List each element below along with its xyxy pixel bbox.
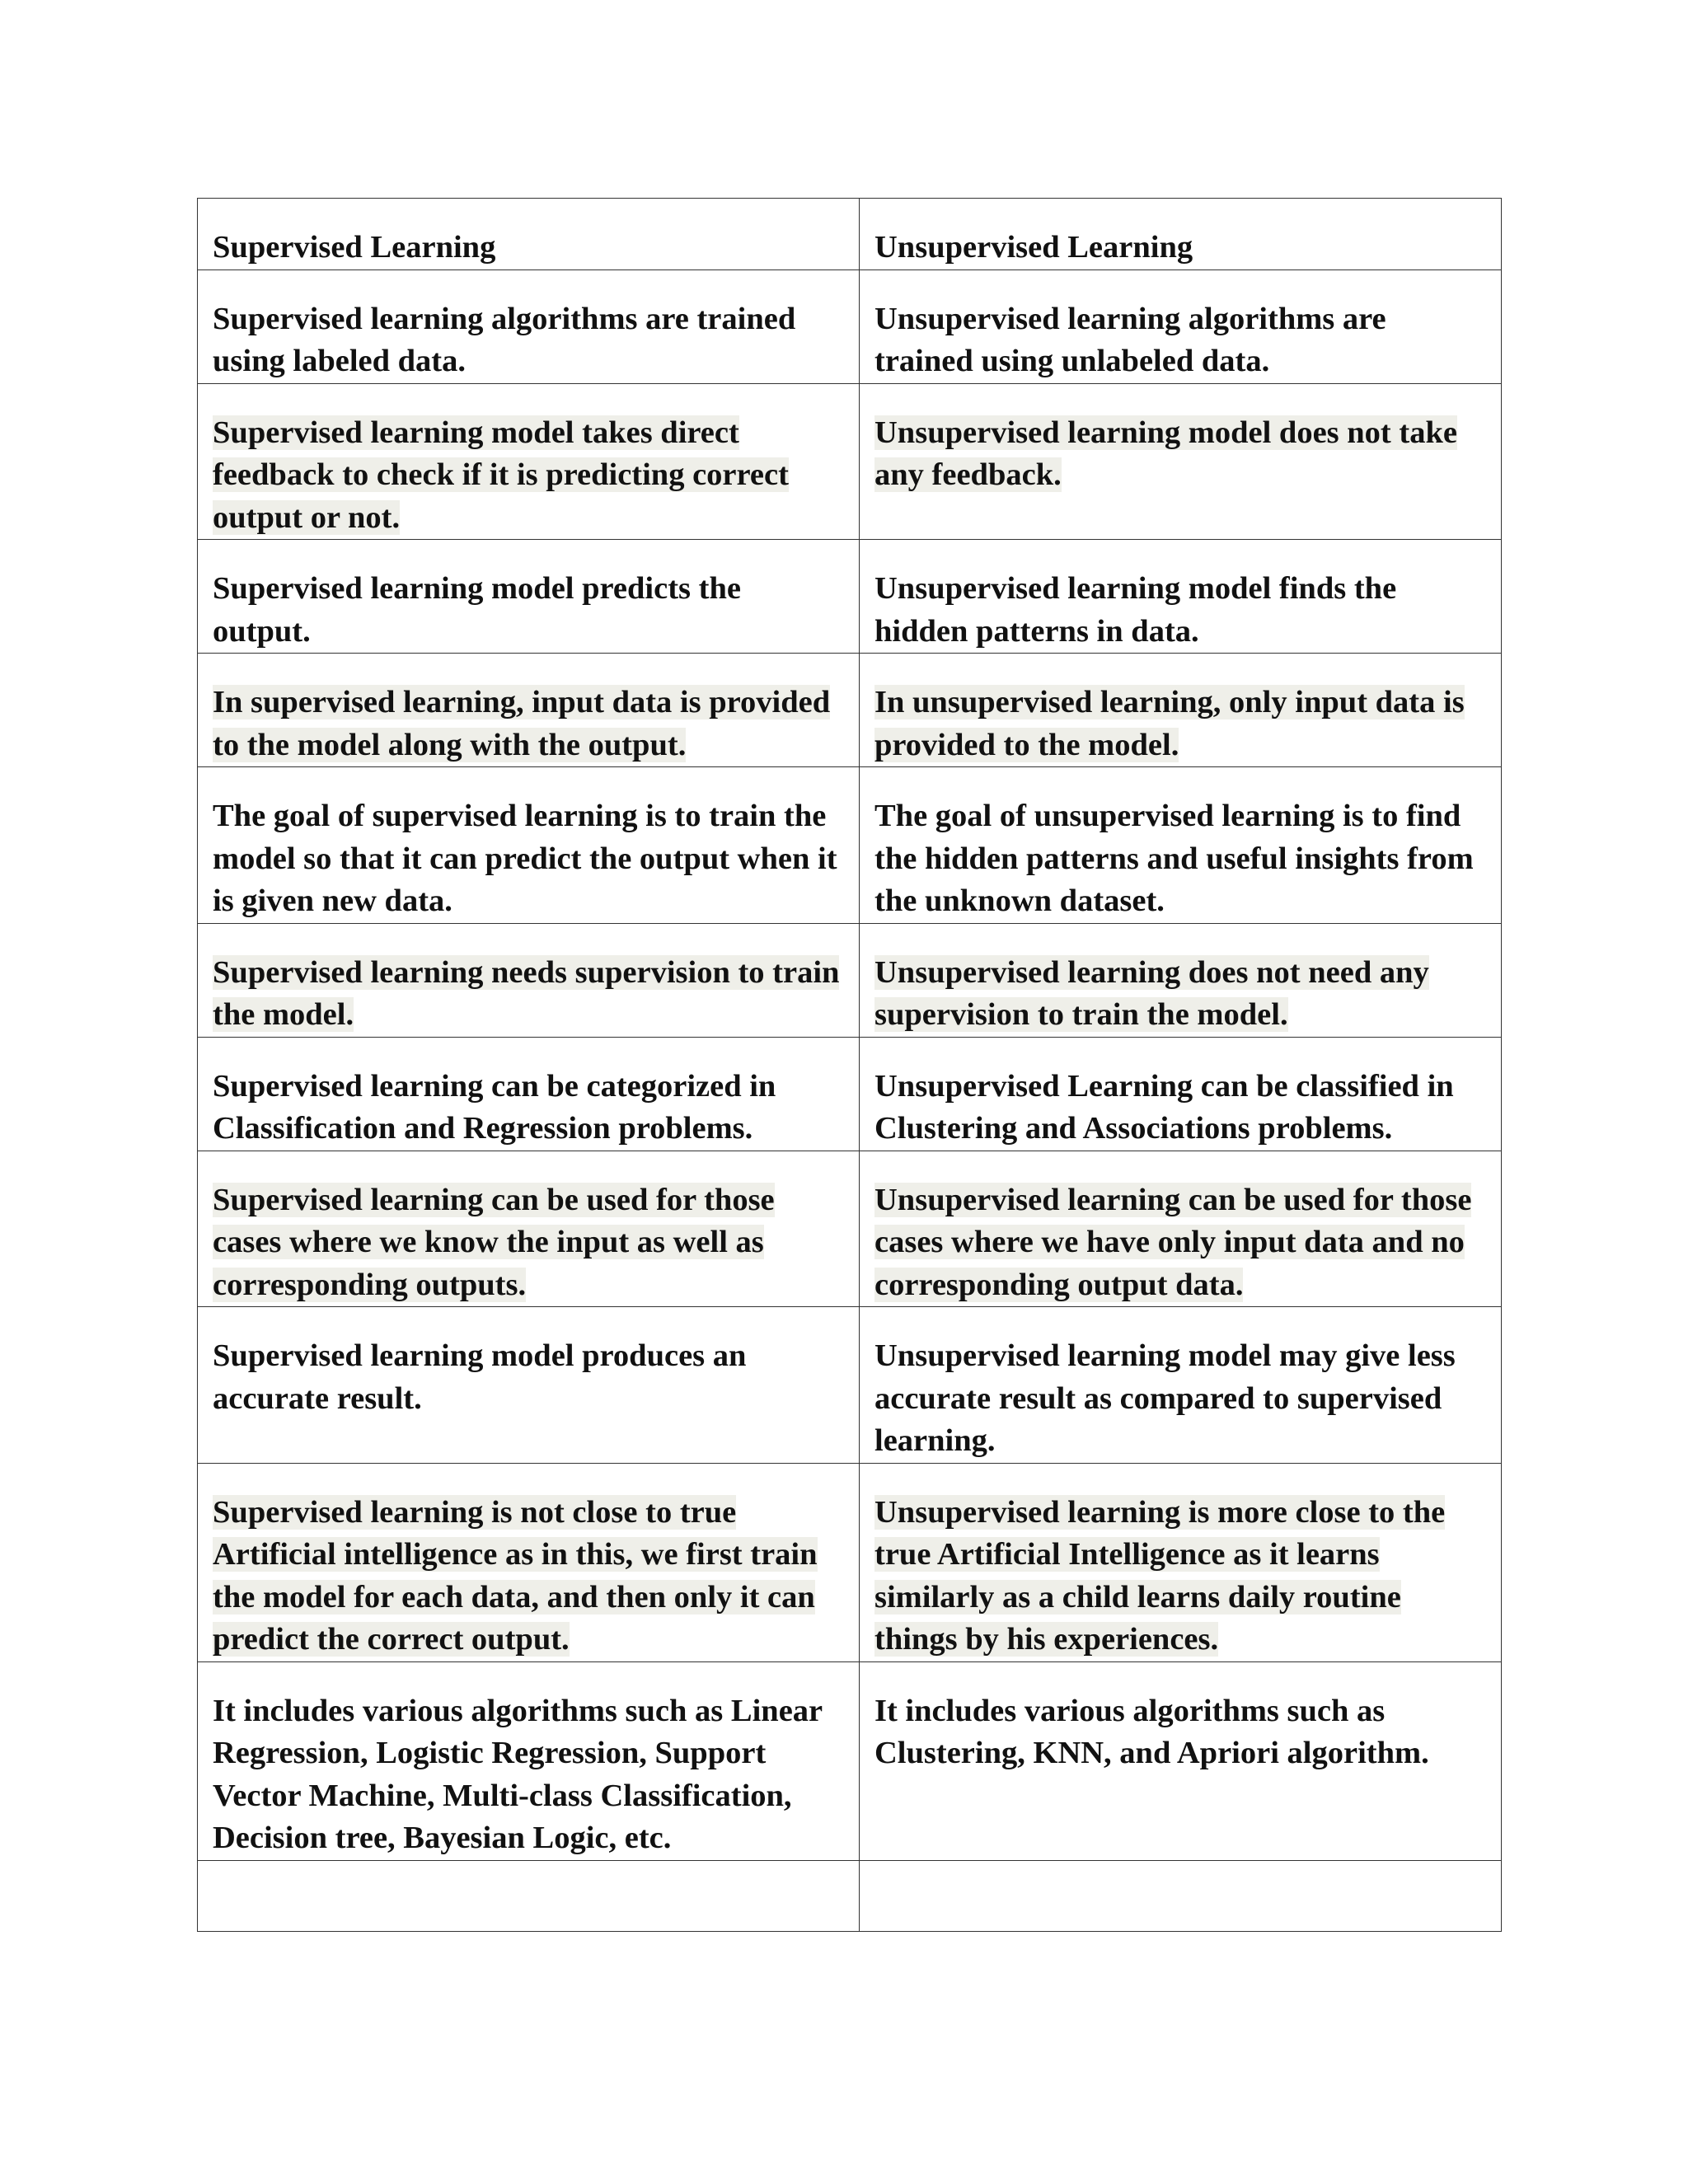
table-row bbox=[198, 1463, 1502, 1661]
cell-supervised bbox=[198, 767, 860, 924]
table-row bbox=[198, 383, 1502, 540]
cell-text: In supervised learning, input data is provided to the model along with the output. bbox=[213, 685, 831, 762]
cell-text: Unsupervised learning model may give less accurate result as compared to supervised learning. bbox=[874, 1338, 1456, 1458]
table-row bbox=[198, 654, 1502, 767]
header-cell-unsupervised bbox=[860, 199, 1502, 270]
cell-text: It includes various algorithms such as Clustering, KNN, and Apriori algorithm. bbox=[874, 1693, 1429, 1770]
cell-text: The goal of unsupervised learning is to find the hidden patterns and useful insights from the unknown dataset. bbox=[874, 799, 1474, 918]
cell-text: In unsupervised learning, only input data is provided to the model. bbox=[874, 685, 1465, 762]
cell-supervised bbox=[198, 654, 860, 767]
cell-text: Unsupervised learning can be used for those cases where we have only input data and no corresponding output data. bbox=[874, 1182, 1472, 1302]
cell-unsupervised bbox=[860, 923, 1502, 1037]
table-row bbox=[198, 269, 1502, 383]
cell-text: Supervised learning is not close to true Artificial intelligence as in this, we first train the model for each data, and then only it can predict the correct output. bbox=[213, 1494, 818, 1657]
cell-text: Supervised learning can be used for those cases where we know the input as well as corresponding outputs. bbox=[213, 1182, 775, 1302]
cell-supervised bbox=[198, 540, 860, 654]
cell-unsupervised bbox=[860, 383, 1502, 540]
cell-supervised bbox=[198, 1151, 860, 1307]
cell-supervised bbox=[198, 269, 860, 383]
header-unsupervised: Unsupervised Learning bbox=[874, 230, 1193, 265]
table-row bbox=[198, 540, 1502, 654]
cell-text: It includes various algorithms such as Linear Regression, Logistic Regression, Support Vector Machine, Multi-class Classification, Decision tree, Bayesian Logic, etc. bbox=[213, 1693, 823, 1855]
table-row bbox=[198, 1661, 1502, 1860]
cell-text: Supervised learning can be categorized in Classification and Regression problems. bbox=[213, 1068, 776, 1146]
cell-text: Unsupervised learning algorithms are trained using unlabeled data. bbox=[874, 301, 1386, 378]
comparison-table bbox=[197, 198, 1502, 1932]
cell-unsupervised bbox=[860, 654, 1502, 767]
cell-supervised-empty bbox=[198, 1860, 860, 1931]
cell-supervised bbox=[198, 1463, 860, 1661]
table-row bbox=[198, 923, 1502, 1037]
cell-text: Unsupervised learning model finds the hidden patterns in data. bbox=[874, 571, 1397, 649]
cell-unsupervised bbox=[860, 767, 1502, 924]
cell-text: Unsupervised Learning can be classified in Clustering and Associations problems. bbox=[874, 1068, 1454, 1146]
header-supervised: Supervised Learning bbox=[213, 230, 496, 265]
cell-supervised bbox=[198, 1307, 860, 1464]
cell-unsupervised bbox=[860, 1661, 1502, 1860]
cell-text: Unsupervised learning is more close to the true Artificial Intelligence as it learns similarly as a child learns daily routine things by his experiences. bbox=[874, 1494, 1446, 1657]
cell-unsupervised bbox=[860, 1037, 1502, 1151]
cell-text: Supervised learning algorithms are trained using labeled data. bbox=[213, 301, 796, 378]
cell-text: Unsupervised learning does not need any supervision to train the model. bbox=[874, 954, 1429, 1032]
cell-unsupervised bbox=[860, 269, 1502, 383]
cell-text: Supervised learning model takes direct feedback to check if it is predicting correct output or not. bbox=[213, 415, 789, 535]
cell-text: Supervised learning model produces an accurate result. bbox=[213, 1338, 747, 1416]
table-row bbox=[198, 767, 1502, 924]
cell-text: Unsupervised learning model does not take any feedback. bbox=[874, 415, 1457, 492]
table-row bbox=[198, 1307, 1502, 1464]
table-row bbox=[198, 1151, 1502, 1307]
cell-text: Supervised learning model predicts the output. bbox=[213, 571, 741, 649]
cell-supervised bbox=[198, 923, 860, 1037]
cell-unsupervised bbox=[860, 1463, 1502, 1661]
cell-unsupervised bbox=[860, 540, 1502, 654]
header-cell-supervised bbox=[198, 199, 860, 270]
cell-supervised bbox=[198, 1661, 860, 1860]
table-row bbox=[198, 1037, 1502, 1151]
cell-supervised bbox=[198, 1037, 860, 1151]
cell-text: The goal of supervised learning is to train the model so that it can predict the output when it is given new data. bbox=[213, 799, 837, 918]
cell-text: Supervised learning needs supervision to train the model. bbox=[213, 954, 840, 1032]
cell-supervised bbox=[198, 383, 860, 540]
cell-unsupervised bbox=[860, 1151, 1502, 1307]
table-header-row bbox=[198, 199, 1502, 270]
cell-unsupervised bbox=[860, 1307, 1502, 1464]
table-row-empty bbox=[198, 1860, 1502, 1931]
cell-unsupervised-empty bbox=[860, 1860, 1502, 1931]
